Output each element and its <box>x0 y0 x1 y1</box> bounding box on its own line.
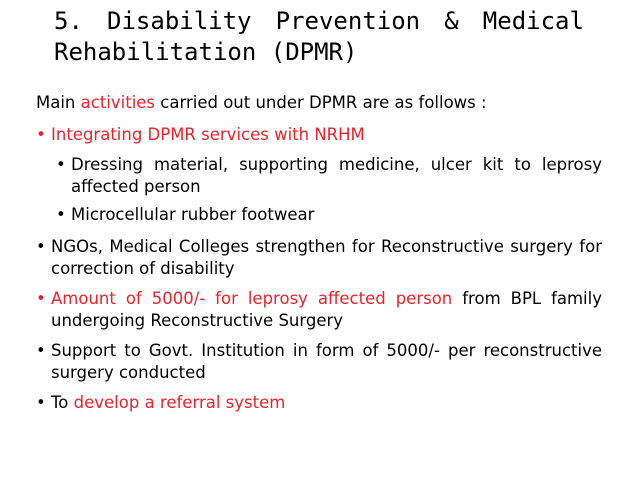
intro-highlight: activities <box>80 93 156 112</box>
intro-before: Main <box>36 93 81 112</box>
item-before: To <box>51 393 74 412</box>
sub-item-footwear <box>56 204 602 226</box>
bullet-item-ngos <box>36 236 602 280</box>
intro-text <box>36 92 602 114</box>
item-highlight: Amount of 5000/- for leprosy affected person <box>51 289 453 308</box>
title-word: 5. <box>54 7 83 35</box>
item-highlight: develop a referral system <box>73 393 286 412</box>
bullet-icon: • <box>56 155 66 174</box>
bullet-icon: • <box>56 205 66 224</box>
bullet-icon: • <box>36 237 46 256</box>
bullet-item-dpmr-nrhm <box>36 124 602 146</box>
bullet-item-support-govt <box>36 340 602 384</box>
bullet-icon: • <box>36 289 46 308</box>
title-word: Prevention <box>275 7 421 35</box>
item-after: from BPL family undergoing Reconstructive Surgery <box>51 289 602 330</box>
bullet-icon: • <box>36 393 46 412</box>
bullet-icon: • <box>36 125 46 144</box>
bullet-icon: • <box>36 341 46 360</box>
sub-item-dressing-material <box>56 154 602 198</box>
slide-title <box>54 6 584 68</box>
title-line-2: Rehabilitation (DPMR) <box>54 38 358 66</box>
item-text: NGOs, Medical Colleges strengthen for Reconstructive surgery for correction of disability <box>51 237 602 278</box>
bullet-item-amount <box>36 288 602 332</box>
item-highlight: Integrating DPMR services with NRHM <box>51 125 365 144</box>
title-word: & <box>444 7 459 35</box>
sub-item-text: Microcellular rubber footwear <box>71 205 315 224</box>
slide-body <box>36 92 602 422</box>
intro-after: carried out under DPMR are as follows : <box>155 93 487 112</box>
title-word: Disability <box>107 7 252 35</box>
item-text: Support to Govt. Institution in form of 5000/- per reconstructive surgery conducted <box>51 341 602 382</box>
title-line-1 <box>54 6 584 37</box>
sub-item-text: Dressing material, supporting medicine, ulcer kit to leprosy affected person <box>71 155 602 196</box>
bullet-item-referral <box>36 392 602 414</box>
title-word: Medical <box>482 7 584 35</box>
